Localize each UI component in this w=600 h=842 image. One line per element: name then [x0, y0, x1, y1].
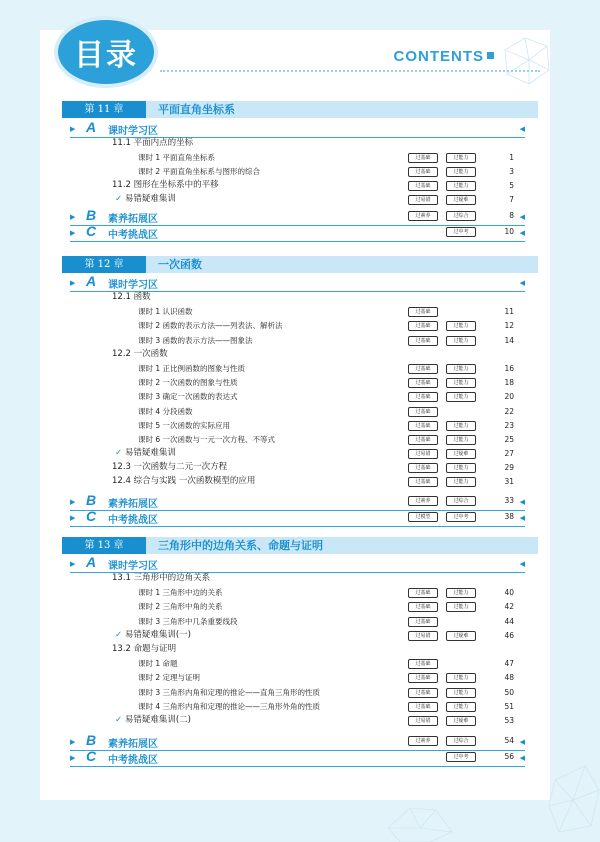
- practice-badge: 过基础: [408, 307, 438, 317]
- toc-row[interactable]: [0, 305, 600, 318]
- lesson-title: [138, 376, 238, 389]
- page-number: 1: [509, 153, 514, 162]
- chapter-title: 一次函数: [158, 258, 202, 271]
- page-number: 5: [509, 181, 514, 190]
- lesson-title: [138, 433, 275, 446]
- practice-badge: 过基础: [408, 688, 438, 698]
- toc-row[interactable]: [0, 291, 600, 304]
- entry-text: 11.2 图形在坐标系中的平移: [112, 180, 219, 190]
- toc-row[interactable]: [0, 419, 600, 432]
- toc-row[interactable]: [0, 750, 600, 763]
- subsection-title: [112, 137, 193, 150]
- lesson-title: [138, 600, 223, 613]
- practice-badge: 过基础: [408, 364, 438, 374]
- chapter-title: 平面直角坐标系: [158, 103, 235, 116]
- page-number: 23: [504, 421, 514, 430]
- checkbox-icon: ✓: [115, 194, 125, 204]
- entry-text: 12.1 函数: [112, 292, 151, 302]
- entry-text: 12.2 一次函数: [112, 349, 168, 359]
- section-letter: B: [86, 492, 97, 508]
- practice-badge: 过能力: [446, 421, 476, 431]
- page-number: 54: [504, 736, 514, 745]
- toc-row[interactable]: [0, 390, 600, 403]
- triangle-right-icon: ▶: [70, 125, 76, 133]
- toc-row[interactable]: [0, 475, 600, 488]
- chapter-tag: 第 13 章: [62, 537, 146, 554]
- toc-row[interactable]: [0, 334, 600, 347]
- practice-badge: 过综合: [446, 211, 476, 221]
- entry-text: 12.4 综合与实践 一次函数模型的应用: [112, 476, 256, 486]
- polyhedron-decoration-icon: [495, 30, 555, 90]
- page-number: 22: [504, 407, 514, 416]
- entry-text: 13.2 命题与证明: [112, 644, 177, 654]
- practice-badge: 过能力: [446, 392, 476, 402]
- checkbox-icon: ✓: [115, 448, 125, 458]
- triangle-left-icon: ◀: [519, 514, 525, 522]
- page-number: 53: [504, 716, 514, 725]
- lesson-title: [138, 615, 238, 628]
- practice-badge: 过基础: [408, 588, 438, 598]
- triangle-left-icon: ◀: [519, 229, 525, 237]
- toc-row[interactable]: [0, 405, 600, 418]
- entry-text: 课时 2 函数的表示方法——列表法、解析法: [138, 321, 283, 330]
- toc-row[interactable]: [0, 461, 600, 474]
- practice-badge: 过基础: [408, 617, 438, 627]
- chapter-tag: 第 12 章: [62, 256, 146, 273]
- review-title: [115, 447, 176, 460]
- page-number: 25: [504, 435, 514, 444]
- entry-text: 11.1 平面内点的坐标: [112, 138, 194, 148]
- section-title: 课时学习区: [108, 126, 158, 137]
- practice-badge: 过能力: [446, 673, 476, 683]
- section-letter: B: [86, 732, 97, 748]
- section-header[interactable]: [70, 273, 525, 292]
- practice-badge: 过综合: [446, 736, 476, 746]
- section-title: 课时学习区: [108, 561, 158, 572]
- practice-badge: 过基础: [408, 477, 438, 487]
- practice-badge: 过易错: [408, 716, 438, 726]
- triangle-right-icon: ▶: [70, 279, 76, 287]
- practice-badge: 过基础: [408, 673, 438, 683]
- entry-text: 课时 1 三角形中边的关系: [138, 588, 223, 597]
- triangle-left-icon: ◀: [519, 560, 525, 568]
- checkbox-icon: ✓: [115, 630, 125, 640]
- toc-row[interactable]: [0, 179, 600, 192]
- section-header[interactable]: [70, 119, 525, 138]
- practice-badge: 过素养: [408, 736, 438, 746]
- practice-badge: 过基础: [408, 421, 438, 431]
- toc-row[interactable]: [0, 700, 600, 713]
- practice-badge: 过素养: [408, 496, 438, 506]
- toc-row[interactable]: [0, 686, 600, 699]
- section-letter: C: [86, 508, 97, 524]
- section-title: 中考挑战区: [108, 515, 158, 526]
- page-number: 8: [509, 211, 514, 220]
- practice-badge: 过综合: [446, 496, 476, 506]
- entry-text: 课时 3 三角形内角和定理的推论——直角三角形的性质: [138, 688, 321, 697]
- page-number: 29: [504, 463, 514, 472]
- section-letter: A: [86, 119, 97, 135]
- practice-badge: 过能力: [446, 167, 476, 177]
- entry-text: 课时 1 命题: [138, 659, 178, 668]
- practice-badge: 过基础: [408, 659, 438, 669]
- triangle-left-icon: ◀: [519, 125, 525, 133]
- lesson-title: [138, 362, 245, 375]
- entry-text: 课时 3 函数的表示方法——图象法: [138, 336, 253, 345]
- page-number: 27: [504, 449, 514, 458]
- practice-badge: 过疑难: [446, 195, 476, 205]
- toc-row[interactable]: [0, 362, 600, 375]
- review-title: [115, 714, 191, 727]
- page-number: 56: [504, 752, 514, 761]
- review-title: [115, 193, 176, 206]
- practice-badge: 过基础: [408, 407, 438, 417]
- entry-text: 12.3 一次函数与二元一次方程: [112, 462, 228, 472]
- practice-badge: 过易错: [408, 449, 438, 459]
- triangle-left-icon: ◀: [519, 754, 525, 762]
- toc-row[interactable]: [0, 319, 600, 332]
- toc-row[interactable]: [0, 510, 600, 523]
- lesson-title: [138, 700, 320, 713]
- toc-row[interactable]: [0, 734, 600, 747]
- subsection-title: [112, 461, 227, 474]
- practice-badge: 过中考: [446, 227, 476, 237]
- toc-row[interactable]: [0, 657, 600, 670]
- toc-row[interactable]: [0, 137, 600, 150]
- toc-row[interactable]: [0, 225, 600, 238]
- entry-text: 课时 1 平面直角坐标系: [138, 153, 216, 162]
- subsection-title: [112, 179, 219, 192]
- page-number: 16: [504, 364, 514, 373]
- practice-badge: 过易错: [408, 631, 438, 641]
- page-number: 42: [504, 602, 514, 611]
- practice-badge: 过基础: [408, 602, 438, 612]
- entry-text: 课时 2 定理与证明: [138, 673, 201, 682]
- triangle-right-icon: ▶: [70, 498, 76, 506]
- lesson-title: [138, 657, 178, 670]
- lesson-title: [138, 319, 283, 332]
- subsection-title: [112, 643, 176, 656]
- lesson-title: [138, 586, 223, 599]
- toc-row[interactable]: [0, 433, 600, 446]
- checkbox-icon: ✓: [115, 715, 125, 725]
- practice-badge: 过基础: [408, 336, 438, 346]
- practice-badge: 过能力: [446, 702, 476, 712]
- page-number: 20: [504, 392, 514, 401]
- practice-badge: 过基础: [408, 378, 438, 388]
- review-title: [115, 629, 191, 642]
- practice-badge: 过基础: [408, 702, 438, 712]
- lesson-title: [138, 151, 215, 164]
- entry-text: 课时 6 一次函数与一元一次方程、不等式: [138, 435, 276, 444]
- lesson-title: [138, 686, 320, 699]
- square-icon: [487, 52, 494, 59]
- entry-text: 课时 4 分段函数: [138, 407, 193, 416]
- section-letter: A: [86, 554, 97, 570]
- section-letter: C: [86, 748, 97, 764]
- practice-badge: 过能力: [446, 435, 476, 445]
- toc-row[interactable]: [0, 348, 600, 361]
- page-number: 51: [504, 702, 514, 711]
- toc-row[interactable]: [0, 376, 600, 389]
- chapter-title: 三角形中的边角关系、命题与证明: [158, 539, 323, 552]
- section-letter: A: [86, 273, 97, 289]
- entry-text: 课时 1 正比例函数的图象与性质: [138, 364, 246, 373]
- entry-text: 课时 1 认识函数: [138, 307, 193, 316]
- page-number: 44: [504, 617, 514, 626]
- entry-text: 易错疑难集训: [124, 448, 176, 458]
- section-title: 中考挑战区: [108, 755, 158, 766]
- polyhedron-decoration-icon: [380, 788, 460, 842]
- entry-text: 课时 5 一次函数的实际应用: [138, 421, 231, 430]
- section-title: 素养拓展区: [108, 739, 158, 750]
- practice-badge: 过能力: [446, 477, 476, 487]
- triangle-left-icon: ◀: [519, 498, 525, 506]
- triangle-right-icon: ▶: [70, 229, 76, 237]
- practice-badge: 过基础: [408, 435, 438, 445]
- triangle-right-icon: ▶: [70, 738, 76, 746]
- contents-heading: CONTENTS: [393, 48, 484, 65]
- triangle-right-icon: ▶: [70, 213, 76, 221]
- practice-badge: 过能力: [446, 378, 476, 388]
- subsection-title: [112, 475, 255, 488]
- practice-badge: 过基础: [408, 321, 438, 331]
- toc-row[interactable]: [0, 209, 600, 222]
- lesson-title: [138, 305, 193, 318]
- lesson-title: [138, 405, 193, 418]
- practice-badge: 过能力: [446, 321, 476, 331]
- triangle-left-icon: ◀: [519, 738, 525, 746]
- page-number: 46: [504, 631, 514, 640]
- entry-text: 课时 3 确定一次函数的表达式: [138, 392, 238, 401]
- page-number: 10: [504, 227, 514, 236]
- triangle-right-icon: ▶: [70, 560, 76, 568]
- toc-row[interactable]: [0, 151, 600, 164]
- page-number: 12: [504, 321, 514, 330]
- lesson-title: [138, 419, 230, 432]
- toc-row[interactable]: [0, 193, 600, 206]
- practice-badge: 过易错: [408, 195, 438, 205]
- entry-text: 易错疑难集训(一): [124, 630, 191, 640]
- triangle-left-icon: ◀: [519, 213, 525, 221]
- page-number: 48: [504, 673, 514, 682]
- toc-row[interactable]: [0, 629, 600, 642]
- section-title: 中考挑战区: [108, 230, 158, 241]
- section-letter: C: [86, 223, 97, 239]
- chapter-header[interactable]: [62, 101, 538, 118]
- section-letter: B: [86, 207, 97, 223]
- triangle-right-icon: ▶: [70, 514, 76, 522]
- toc-row[interactable]: [0, 615, 600, 628]
- practice-badge: 过疑难: [446, 449, 476, 459]
- practice-badge: 过中考: [446, 752, 476, 762]
- subsection-title: [112, 291, 151, 304]
- lesson-title: [138, 165, 260, 178]
- practice-badge: 过基础: [408, 167, 438, 177]
- practice-badge: 过能力: [446, 181, 476, 191]
- practice-badge: 过能力: [446, 153, 476, 163]
- toc-row[interactable]: [0, 643, 600, 656]
- lesson-title: [138, 334, 253, 347]
- section-title: 素养拓展区: [108, 499, 158, 510]
- entry-text: 课时 2 一次函数的图象与性质: [138, 378, 238, 387]
- section-title: 课时学习区: [108, 280, 158, 291]
- practice-badge: 过能力: [446, 688, 476, 698]
- section-title: 素养拓展区: [108, 214, 158, 225]
- practice-badge: 过中考: [446, 512, 476, 522]
- page-number: 38: [504, 512, 514, 521]
- page-number: 18: [504, 378, 514, 387]
- chapter-header[interactable]: [62, 537, 538, 554]
- toc-row[interactable]: [0, 447, 600, 460]
- practice-badge: 过能力: [446, 588, 476, 598]
- entry-text: 课时 3 三角形中几条重要线段: [138, 617, 238, 626]
- practice-badge: 过基础: [408, 463, 438, 473]
- polyhedron-decoration-icon: [545, 760, 600, 842]
- practice-badge: 过疑难: [446, 631, 476, 641]
- toc-row[interactable]: [0, 572, 600, 585]
- page-number: 50: [504, 688, 514, 697]
- triangle-right-icon: ▶: [70, 754, 76, 762]
- entry-text: 课时 2 三角形中角的关系: [138, 602, 223, 611]
- page-number: 7: [509, 195, 514, 204]
- toc-row[interactable]: [0, 494, 600, 507]
- entry-text: 课时 4 三角形内角和定理的推论——三角形外角的性质: [138, 702, 321, 711]
- practice-badge: 过基础: [408, 153, 438, 163]
- page-number: 33: [504, 496, 514, 505]
- section-header[interactable]: [70, 554, 525, 573]
- page-number: 40: [504, 588, 514, 597]
- contents-logo: 目录: [58, 20, 154, 84]
- chapter-header[interactable]: [62, 256, 538, 273]
- subsection-title: [112, 572, 210, 585]
- practice-badge: 过疑难: [446, 716, 476, 726]
- practice-badge: 过基础: [408, 181, 438, 191]
- practice-badge: 过能力: [446, 364, 476, 374]
- entry-text: 课时 2 平面直角坐标系与图形的综合: [138, 167, 261, 176]
- toc-row[interactable]: [0, 586, 600, 599]
- chapter-tag: 第 11 章: [62, 101, 146, 118]
- toc-row[interactable]: [0, 600, 600, 613]
- entry-text: 易错疑难集训: [124, 194, 176, 204]
- triangle-left-icon: ◀: [519, 279, 525, 287]
- practice-badge: 过模型: [408, 512, 438, 522]
- page-number: 3: [509, 167, 514, 176]
- dotted-divider: [160, 70, 540, 72]
- lesson-title: [138, 671, 200, 684]
- page-number: 11: [504, 307, 514, 316]
- toc-row[interactable]: [0, 671, 600, 684]
- lesson-title: [138, 390, 238, 403]
- page-number: 31: [504, 477, 514, 486]
- subsection-title: [112, 348, 168, 361]
- practice-badge: 过能力: [446, 336, 476, 346]
- toc-row[interactable]: [0, 714, 600, 727]
- page-number: 14: [504, 336, 514, 345]
- practice-badge: 过能力: [446, 463, 476, 473]
- entry-text: 易错疑难集训(二): [124, 715, 191, 725]
- practice-badge: 过基础: [408, 392, 438, 402]
- entry-text: 13.1 三角形中的边角关系: [112, 573, 211, 583]
- practice-badge: 过素养: [408, 211, 438, 221]
- toc-row[interactable]: [0, 165, 600, 178]
- practice-badge: 过能力: [446, 602, 476, 612]
- page-number: 47: [504, 659, 514, 668]
